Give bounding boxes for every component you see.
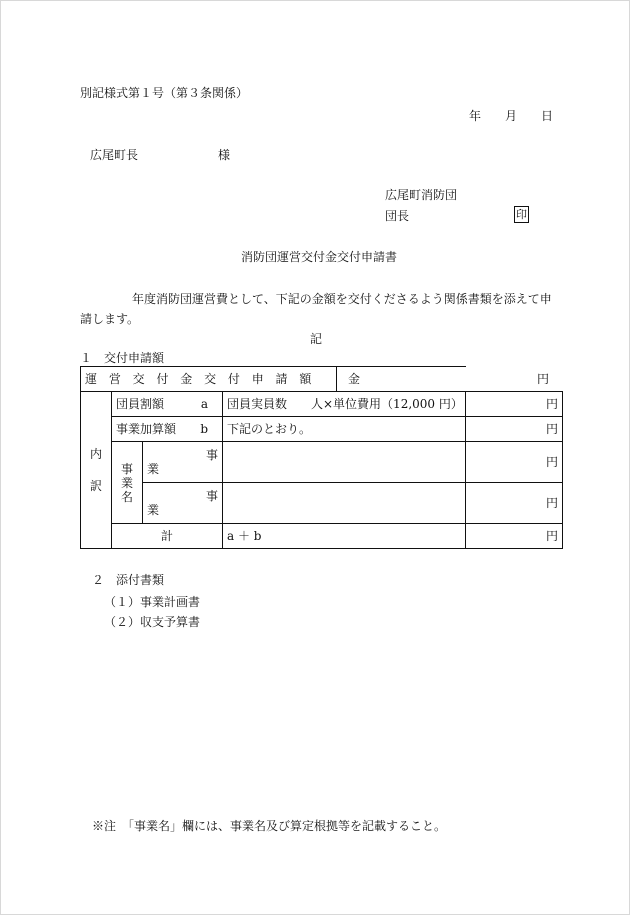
member-amount-cell [466, 392, 563, 417]
date-year-label: 年 [469, 109, 482, 123]
jigyo-1-name-cell [143, 442, 223, 483]
sum-amount-cell [466, 524, 563, 549]
amount-label: 金 [348, 372, 361, 386]
breakdown-label-cell [81, 392, 112, 549]
table-row-business [81, 417, 563, 442]
jigyo-2-suffix-a: 事 [205, 489, 218, 503]
total-yen: 円 [536, 372, 549, 386]
jigyomei-label-cell [112, 442, 143, 524]
form-number: 別記様式第１号（第３条関係） [80, 86, 249, 100]
member-detail: 団員実員数 人×単位費用（12,000 円） [227, 397, 463, 411]
jigyo-2-detail-cell [223, 483, 466, 524]
jigyo-2-name-cell [143, 483, 223, 524]
member-code: a [200, 397, 208, 411]
sum-label: 計 [160, 529, 173, 543]
jigyo-2-suffix-b: 業 [147, 503, 160, 517]
applicant-organization: 広尾町消防団 [385, 188, 458, 202]
total-amount-cell [336, 366, 562, 392]
sum-label-cell [112, 524, 223, 549]
document-title: 消防団運営交付金交付申請書 [241, 250, 398, 264]
sum-formula: a ＋ b [227, 529, 262, 543]
business-label-cell [112, 417, 223, 442]
jigyomei-label: 事業名 [121, 461, 134, 504]
business-label: 事業加算額 [116, 422, 177, 436]
business-detail: 下記のとおり。 [227, 422, 312, 436]
member-detail-cell [223, 392, 466, 417]
table-row-jigyo-2 [81, 483, 563, 524]
jigyo-2-amount-cell [466, 483, 563, 524]
business-detail-cell [223, 417, 466, 442]
note-text: ※注 「事業名」欄には、事業名及び算定根拠等を記載すること。 [92, 819, 447, 833]
table-row-member [81, 392, 563, 417]
breakdown-label-1: 内 [89, 447, 102, 461]
ki-heading: 記 [310, 332, 323, 346]
jigyo-1-yen: 円 [546, 455, 559, 469]
table-row-sum [81, 524, 563, 549]
application-amount-table [80, 366, 563, 549]
business-yen: 円 [546, 422, 559, 436]
jigyo-1-suffix-b: 業 [147, 462, 160, 476]
sum-formula-cell [223, 524, 466, 549]
body-line-2: 請します。 [80, 312, 140, 326]
jigyo-1-detail-cell [223, 442, 466, 483]
business-code: b [200, 422, 208, 436]
seal-mark: 印 [516, 208, 527, 221]
jigyo-2-yen: 円 [546, 496, 559, 510]
body-line-1: 年度消防団運営費として、下記の金額を交付くださるよう関係書類を添えて申 [132, 292, 552, 306]
sum-yen: 円 [546, 529, 559, 543]
date-day-label: 日 [541, 109, 554, 123]
jigyo-1-suffix-a: 事 [205, 448, 218, 462]
addressee-name: 広尾町長 [90, 148, 139, 162]
addressee-honorific: 様 [218, 148, 231, 162]
table-row-jigyo-1 [81, 442, 563, 483]
total-label: 運 営 交 付 金 交 付 申 請 額 [85, 372, 316, 386]
date-month-label: 月 [505, 109, 518, 123]
section-1-heading: １ 交付申請額 [80, 351, 165, 365]
attachment-item-2: （２）収支予算書 [104, 615, 201, 629]
breakdown-label-2: 訳 [89, 479, 102, 493]
member-yen: 円 [546, 397, 559, 411]
applicant-title: 団長 [385, 209, 410, 223]
jigyo-1-amount-cell [466, 442, 563, 483]
section-2-heading: ２ 添付書類 [92, 573, 165, 587]
member-label: 団員割額 [116, 397, 165, 411]
seal-box [514, 206, 529, 223]
attachment-item-1: （１）事業計画書 [104, 595, 201, 609]
business-amount-cell [466, 417, 563, 442]
member-label-cell [112, 392, 223, 417]
